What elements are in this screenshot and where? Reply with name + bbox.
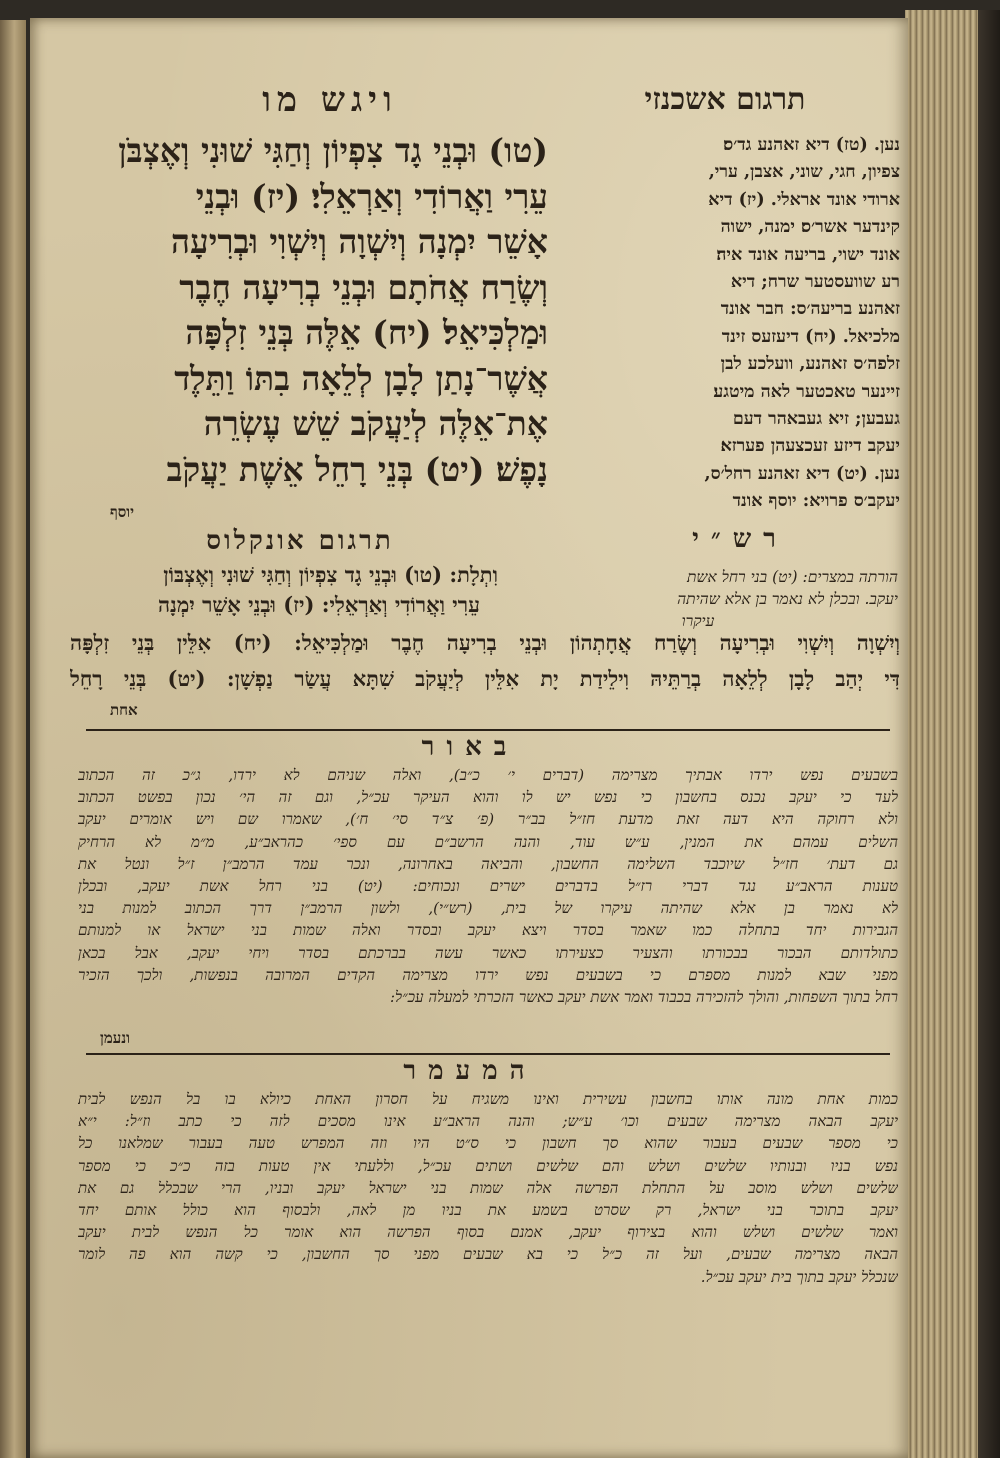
biur-line: מפני שבא למנות מספרם כי בשבעים נפש ירדו מצרימה הקדים המרובה בנפשות, ולכך הזכיר	[78, 965, 898, 984]
rashi-line: יעקב. ובכלן לא נאמר בן אלא שהיתה	[677, 590, 898, 608]
hameamer-line: כי מספר שבעים בעבור שהוא סך חשבון כי ס״ט היו וזה המפרש טעה בעבור שמלאנו כל	[78, 1134, 898, 1153]
biur-line: טענות הראב״ע נגד דברי רז״ל בדברים ישרים ונכוחים: (יט) בני רחל אשת יעקב, ובכלן	[78, 877, 898, 896]
ashkenazi-line: רע שוועסטער שרח; דיא	[730, 272, 900, 293]
hameamer-heading: המעמר	[403, 1056, 537, 1086]
rashi-heading: רש״י	[692, 524, 788, 554]
biur-line: ולא רחוקה היא דעה זאת מדעת חז״ל בב״ר (פ׳ צ״ד סי׳ ח׳), שאמרו שם ויש אומרים יעקב	[78, 810, 898, 829]
ashkenazi-line: נען. (יט) דיא זאהנע רחל׳ס,	[704, 463, 900, 484]
rashi-line: הורתה במצרים: (יט) בני רחל אשת	[686, 568, 898, 586]
running-head-parasha: ויגש מו	[262, 80, 398, 120]
biur-heading: באור	[421, 732, 519, 762]
biur-line: לעד כי יעקב נכנס בחשבון כי נפש יש לו והוא העיקר עכ״ל, וגם זה הי׳ נכון בפשט הכתוב	[78, 788, 898, 807]
biur-line: גם דעת׳ חז״ל שיוכבד השלימה החשבון, והביאה באחרונה, ונכר עמד הרמב״ן ז״ל ונטל את	[78, 854, 898, 873]
biur-line: השלים עמהם את המנין, ע״ש עוד, והנה הרשב״ם עם ספי׳ כהראב״ע, מ״מ לא הרחיק	[78, 832, 898, 851]
verse-line: וּמַלְכִּיאֵל׃ (יח) אֵלֶּה בְּנֵי זִלְפָּה	[185, 313, 548, 352]
hameamer-line: כמות אחת מונה אותו בחשבון עשירית ואינו משגיח על חסרון האחת כיולא בו בל הנפש לבית	[78, 1090, 898, 1108]
hameamer-line: ואמר שלשים ושלש והוא בצירוף יעקב, אמנם בסוף הפרשה הוא אומר כל הנפש לבית יעקב	[78, 1223, 898, 1242]
verse-line: אֲשֶׁר־נָתַן לָבָן לְלֵאָה בִתּוֹ וַתֵּלֶד	[174, 358, 548, 398]
ashkenazi-line: אונד ישוי, בריעה אונד איה׃	[716, 244, 900, 265]
biur-commentary	[78, 764, 898, 1008]
catchword: אחת	[110, 701, 138, 719]
hameamer-line: יעקב בתוכר בני ישראל, רק שסרט בשמע את בניו מן לאה, ולבסוף הוא כולל אותם יחד	[78, 1201, 898, 1220]
catchword: ונעמן	[100, 1029, 130, 1047]
running-head-targum-ashkenazi: תרגום אשכנזי	[644, 82, 806, 117]
left-page-edge	[0, 20, 26, 1458]
ashkenazi-line: צפיון, חגי, שוני, אצבן, ערי,	[708, 162, 900, 183]
verse-line: נָפֶשׁ׃ (יט) בְּנֵי רָחֵל אֵשֶׁת יַעֲקֹב	[166, 449, 548, 489]
ashkenazi-line: קינדער אשר׳ס׃ ימנה, ישוה	[720, 217, 900, 238]
biur-line: לא נאמר בן אלא שהיתה עיקרו של בית, (רש״י), ולשון הרמב״ן דרך הכתוב למנות בני	[78, 899, 898, 918]
hameamer-line: נפש בניו ובנותיו שלשים ושלש והם שלשים ושתים עכ״ל, וללעתי אין טעות בזה כ״כ כי מספר	[78, 1156, 898, 1175]
verse-line: אָשֵׁר יִמְנָה וְיִשְׁוָה וְיִשְׁוִי וּבְרִיעָה	[171, 222, 548, 261]
onkelos-line: דִּי יְהַב לָבָן לְלֵאָה בְרַתֵּיהּ וִילֵידַת יָת אִלֵּין לְיַעֲקֹב שִׁתָּא עֲשַׂר נַפְשָׁן: (יט) בְּנֵי רָחֵל	[70, 666, 900, 691]
biur-line: כתולדותם הבכור בבכורתו והצעיר כצעירתו כאשר עשה בברכתם בסדר ויחי יעקב, אבל בכאן	[78, 943, 898, 962]
hameamer-line: שלשים ושלש מוסב על התחלת הפרשה אלה שמות בני ישראל יעקב ובניו, הרי שבכלל גם את	[78, 1178, 898, 1197]
rashi-commentary	[498, 566, 898, 632]
ashkenazi-line: זיינער טאכטער לאה מיטגע׃	[713, 381, 900, 402]
rashi-line: עיקרו	[681, 612, 715, 630]
onkelos-line: עֵרִי וַאֲרוֹדִי וְאַרְאֵלִי: (יז) וּבְנֵי אָשֵׁר יִמְנָה	[157, 592, 480, 617]
targum-ashkenazi-column	[540, 132, 900, 516]
book-page	[30, 18, 908, 1458]
section-divider	[86, 1053, 890, 1055]
hameamer-commentary	[78, 1088, 898, 1288]
page-edges-and-cover	[905, 10, 1000, 1458]
ashkenazi-line: מלכיאל. (יח) דיעזעס זינד	[721, 326, 900, 347]
ashkenazi-line: געבען; זיא געבאהר דעם	[732, 409, 900, 430]
ashkenazi-line: יעקב׳ס פרויא: יוסף אונד	[732, 491, 900, 512]
onkelos-line: וִתְלָת: (טו) וּבְנֵי גָד צִפְיוֹן וְחַגִּי שׁוּנִי וְאֶצְבּוֹן	[163, 562, 498, 587]
ashkenazi-line: ארודי אונד אראלי. (יז) דיא	[708, 189, 900, 210]
biur-line: רחל בתוך השפחות, והולך להזכירה בכבוד ואמר אשת יעקב כאשר הזכרתי למעלה עכ״ל:	[389, 988, 898, 1007]
verse-line: אֶת־אֵלֶּה לְיַעֲקֹב שֵׁשׁ עֶשְׂרֵה	[203, 404, 548, 443]
hameamer-line: שנכלל יעקב בתוך בית יעקב עכ״ל.	[700, 1267, 898, 1286]
hameamer-line: הבאה מצרימה שבעים, ועל זה כ״ל כי בא שבעים מפני סך החשבון, כי קשה הוא פה לומר	[78, 1245, 898, 1264]
ashkenazi-line: יעקב דיזע זעכצעהן פערזא׃	[720, 436, 900, 457]
verse-line: וְשֶׂרַח אֲחֹתָם וּבְנֵי בְרִיעָה חֶבֶר	[179, 267, 548, 307]
catchword: יוסף	[110, 503, 135, 521]
biur-line: בשבעים נפש ירדו אבתיך מצרימה (דברים י׳ כ״ב), ואלה שניהם לא ירדו, ג״כ זה הכתוב	[78, 766, 898, 784]
verse-line: (טו) וּבְנֵי גָד צִפְיוֹן וְחַגִּי שׁוּנִי וְאֶצְבֹּן	[118, 131, 548, 170]
ashkenazi-line: זלפה׳ס זאהנע, וועלכע לבן	[720, 354, 900, 375]
section-divider	[86, 729, 890, 731]
onkelos-line: וְיִשְׁוָה וְיִשְׁוִי וּבְרִיעָה וְשֶׂרַח אֲחָתְהוֹן וּבְנֵי בְרִיעָה חֶבֶר וּמַלְכִּיאֵל: (יח) אִלֵּין בְּנֵי זִלְפָּה	[70, 630, 900, 655]
ashkenazi-line: נען. (טז) דיא זאהנע גד׳ס׃	[723, 135, 900, 155]
torah-verse-block	[70, 128, 548, 492]
hameamer-line: יעקב הבאה מצרימה שבעים וכו׳ ע״ש; והנה הראב״ע אינו מסכים לזה כי כתב וז״ל: י״א	[78, 1112, 898, 1131]
verse-line: עֵרִי וַאֲרוֹדִי וְאַרְאֵלִי׃ (יז) וּבְנֵי	[195, 176, 548, 216]
book-cover	[978, 10, 1000, 1458]
onkelos-heading: תרגום אונקלוס	[206, 526, 394, 556]
biur-line: הגבירות יחד בתחלה כמו שאמר בסדר ויצא יעקב ובסדר ואלה שמות בני ישראל או למנותם	[78, 921, 898, 940]
ashkenazi-line: זאהנע בריעה׳ס: חבר אונד	[720, 299, 900, 320]
